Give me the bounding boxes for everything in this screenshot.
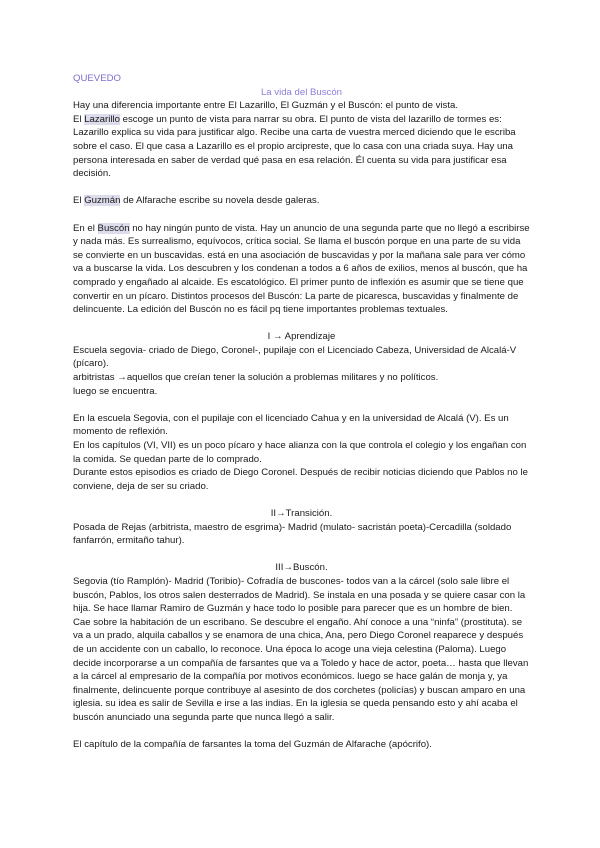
section-1-line-2: arbitristas →aquellos que creían tener la solución a problemas militares y no políticos. xyxy=(73,372,439,384)
section-3-closing: El capítulo de la compañía de farsantes la toma del Guzmán de Alfarache (apócrifo). xyxy=(73,739,432,751)
section-1-paragraph-3: Durante estos episodios es criado de Diego Coronel. Después de recibir noticias diciendo que Pablos no le conviene, deja de ser su criado. xyxy=(73,467,528,492)
section-1-paragraph-2: En los capítulos (VI, VII) es un poco pícaro y hace alianza con la que controla el colegio y los engañan con la comida. Se quedan parte de lo comprado. xyxy=(73,440,527,465)
spacer xyxy=(73,548,530,562)
text-fragment: no hay ningún punto de vista. Hay un anuncio de una segunda parte que no llegó a escribirse y nada más. Es surrealismo, equívocos, crítica social. Se llama el buscón porque en una parte de su vida se convierte en un buscavidas. está en una asociación de buscavidas y por la mañana sale para ver cómo va a buscarse la vida. Los descubren y los condenan a todos a 6 años de exilios, menos al buscón, que ha comprado y engañado al alcaide. Es escatológico. El primer punto de inflexión es asumir que se tiene que convertir en un pícaro. Distintos procesos del Buscón: La parte de picaresca, buscavidas y finalmente de delincuente. La edición del Buscón no es fácil pq tiene importantes problemas textuales. xyxy=(73,222,530,316)
section-1-line-1: Escuela segovia- criado de Diego, Coronel-, pupilaje con el Licenciado Cabeza, Universidad de Alcalá-V (pícaro). xyxy=(73,344,517,370)
highlighted-term-lazarillo: Lazarillo xyxy=(84,113,120,125)
spacer xyxy=(73,398,530,412)
section-1-paragraph-1: En la escuela Segovia, con el pupilaje con el licenciado Cahua y en la universidad de Alcalá (V). Es un momento de reflexión. xyxy=(73,412,509,438)
spacer xyxy=(73,725,530,739)
intro-paragraph-2 xyxy=(73,113,530,181)
highlighted-term-buscon: Buscón xyxy=(97,222,130,234)
author-name: QUEVEDO xyxy=(73,73,121,84)
spacer xyxy=(73,181,530,195)
text-fragment: escoge un punto de vista para narrar su obra. El punto de vista del lazarillo de tormes es: Lazarillo explica su vida para justificar algo. Recibe una carta de vuestra merced diciendo que le escriba sobre el caso. El que casa a Lazarillo es el propio arcipreste, que lo casa con una criada suya. Hay una persona interesada en saber de verdad qué pasa en esa relación. Él cuenta su vida para justificar esa decisión. xyxy=(73,113,516,180)
highlighted-term-guzman: Guzmán xyxy=(84,195,121,207)
text-fragment: de Alfarache escribe su novela desde galeras. xyxy=(120,195,320,207)
section-2-line-1: Posada de Rejas (arbitrista, maestro de esgrima)- Madrid (mulato- sacristán poeta)-Cercadilla (soldado fanfarrón, ermitaño tahur). xyxy=(73,521,512,547)
guzman-paragraph xyxy=(73,194,530,208)
document-title: La vida del Buscón xyxy=(260,86,343,98)
intro-paragraph-1: Hay una diferencia importante entre El Lazarillo, El Guzmán y el Buscón: el punto de vista. xyxy=(73,100,459,112)
section-3-paragraph-1: Segovia (tío Ramplón)- Madrid (Toribio)- Cofradía de buscones- todos van a la cárcel (solo sale libre el buscón, Pablos, los otros salen desterrados de Madrid). Se instala en una posada y se quiere casar con la hija. Se hace llamar Ramiro de Guzmán y hace todo lo posible para parecer que es un hombre de bien. Cae sobre la habitación de un escribano. Se descubre el engaño. Ahí conoce a una “ninfa” (prostituta). se va a un prado, alquila caballos y se enamora de una chica, Ana, pero Diego Coronel reaparece y después de un accidente con un caballo, lo reconoce. Una época lo acoge una vieja celestina (Paloma). Luego decide incorporarse a un compañía de farsantes que va a Toledo y hace de actor, poeta… hasta que llevan a la cárcel al empresario de la compañía por motivos económicos. luego se hace galán de monja y, ya finalmente, delincuente porque contribuye al asesinto de dos corchetes (policías) y buscan amparo en una iglesia. su idea es salir de Sevilla e irse a las indias. En la iglesia se queda pensando esto y ahí acaba el buscón anunciado una segunda parte que nunca llegó a salir. xyxy=(73,575,529,723)
section-1-line-3: luego se encuentra. xyxy=(73,385,158,397)
section-heading-aprendizaje: I → Aprendizaje xyxy=(267,331,336,343)
text-fragment: El xyxy=(73,113,85,125)
text-fragment: El xyxy=(73,195,85,207)
spacer xyxy=(73,317,530,331)
text-fragment: En el xyxy=(73,222,98,234)
section-heading-buscon: III→Buscón. xyxy=(275,562,328,574)
section-heading-transicion: II→Transición. xyxy=(270,508,333,519)
spacer xyxy=(73,208,530,222)
spacer xyxy=(73,493,530,507)
buscon-paragraph xyxy=(73,222,530,317)
